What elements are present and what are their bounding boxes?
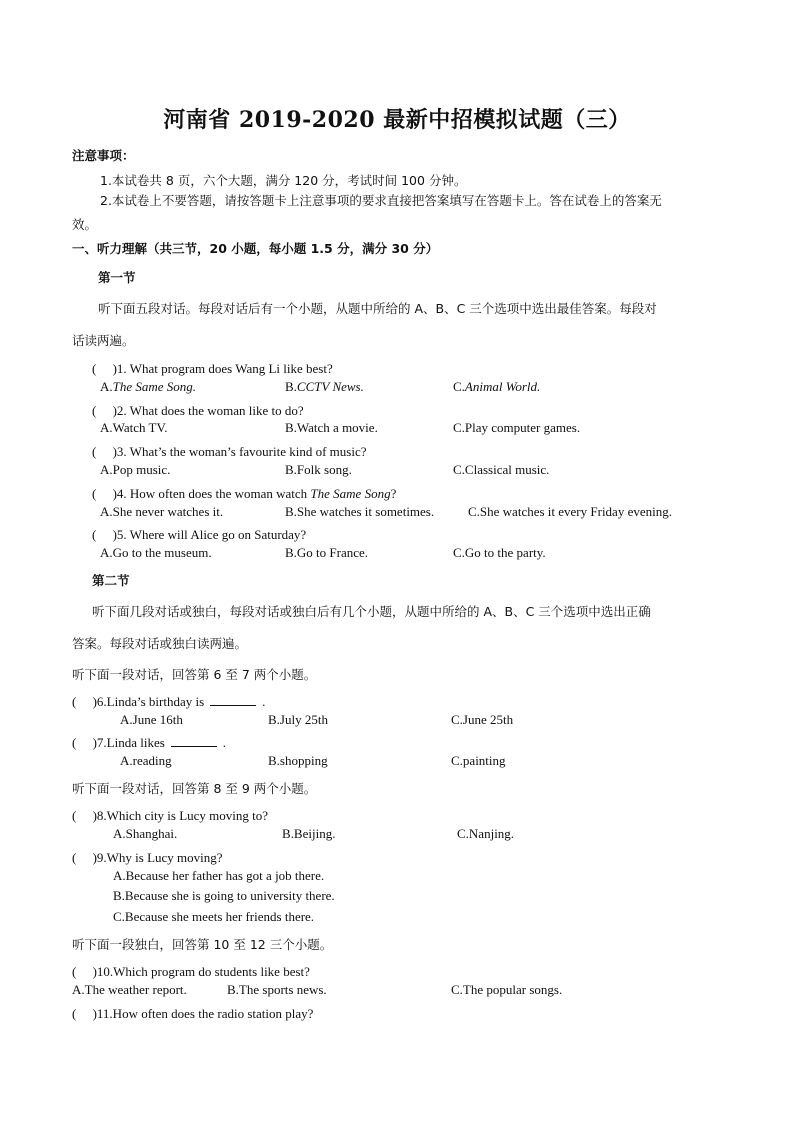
- question-2-stem: ( )2. What does the woman like to do?: [92, 403, 304, 418]
- group-1-instruction: 听下面一段对话，回答第 6 至 7 两个小题。: [72, 667, 317, 682]
- question-4-option-a: A.She never watches it.: [100, 504, 224, 519]
- question-8-option-b: B.Beijing.: [282, 826, 336, 841]
- question-4-option-c: C.She watches it every Friday evening.: [468, 504, 672, 519]
- question-2-option-b: B.Watch a movie.: [285, 420, 378, 435]
- question-8-option-a: A.Shanghai.: [113, 826, 178, 841]
- question-2-option-c: C.Play computer games.: [453, 420, 581, 435]
- question-6-stem: ( )6.Linda’s birthday is .: [72, 694, 266, 709]
- question-9-option-c: C.Because she meets her friends there.: [113, 909, 315, 924]
- question-10-option-a: A.The weather report.: [72, 982, 187, 997]
- group-2-instruction: 听下面一段对话，回答第 8 至 9 两个小题。: [72, 781, 317, 796]
- question-10-option-b: B.The sports news.: [227, 982, 327, 997]
- question-9-stem: ( )9.Why is Lucy moving?: [72, 850, 223, 865]
- part2-instruction-1: 听下面几段对话或独白，每段对话或独白后有几个小题，从题中所给的 A、B、C 三个选项中选出正确: [92, 604, 651, 619]
- question-7-option-c: C.painting: [451, 753, 506, 768]
- question-1-stem: ( )1. What program does Wang Li like best?: [92, 361, 333, 376]
- question-9-option-a: A.Because her father has got a job there.: [113, 868, 325, 883]
- question-9-option-b: B.Because she is going to university there.: [113, 888, 335, 903]
- question-7-stem: ( )7.Linda likes .: [72, 735, 227, 750]
- question-3-option-a: A.Pop music.: [100, 462, 171, 477]
- question-5-stem: ( )5. Where will Alice go on Saturday?: [92, 527, 307, 542]
- question-1-option-c: C.Animal World.: [453, 379, 541, 394]
- question-5-option-c: C.Go to the party.: [453, 545, 546, 560]
- notice-line-2: 2.本试卷上不要答题，请按答题卡上注意事项的要求直接把答案填写在答题卡上。答在试卷上的答案无: [100, 193, 662, 208]
- part1-heading: 第一节: [98, 270, 136, 285]
- question-1-option-a: A.The Same Song.: [100, 379, 197, 394]
- question-6-option-a: A.June 16th: [120, 712, 183, 727]
- part1-instruction-1: 听下面五段对话。每段对话后有一个小题，从题中所给的 A、B、C 三个选项中选出最佳答案。每段对: [98, 301, 657, 316]
- question-4-stem: ( )4. How often does the woman watch The Same Song?: [92, 486, 397, 501]
- question-5-option-b: B.Go to France.: [285, 545, 369, 560]
- question-8-option-c: C.Nanjing.: [457, 826, 515, 841]
- section-heading: 一、听力理解（共三节，20 小题，每小题 1.5 分，满分 30 分）: [72, 241, 439, 256]
- part2-instruction-2: 答案。每段对话或独白读两遍。: [72, 636, 248, 651]
- question-6-option-c: C.June 25th: [451, 712, 514, 727]
- question-2-option-a: A.Watch TV.: [100, 420, 168, 435]
- question-5-option-a: A.Go to the museum.: [100, 545, 212, 560]
- question-3-option-b: B.Folk song.: [285, 462, 352, 477]
- answer-blank: [210, 695, 256, 706]
- question-6-option-b: B.July 25th: [268, 712, 328, 727]
- question-7-option-a: A.reading: [120, 753, 172, 768]
- notice-line-2-cont: 效。: [72, 217, 98, 232]
- question-3-option-c: C.Classical music.: [453, 462, 550, 477]
- question-1-option-b: B.CCTV News.: [285, 379, 364, 394]
- question-4-option-b: B.She watches it sometimes.: [285, 504, 435, 519]
- notice-heading: 注意事项：: [72, 148, 135, 163]
- answer-blank: [171, 736, 217, 747]
- question-7-option-b: B.shopping: [268, 753, 328, 768]
- question-10-stem: ( )10.Which program do students like best?: [72, 964, 310, 979]
- question-11-stem: ( )11.How often does the radio station play?: [72, 1006, 314, 1021]
- question-10-option-c: C.The popular songs.: [451, 982, 563, 997]
- part2-heading: 第二节: [92, 573, 130, 588]
- question-8-stem: ( )8.Which city is Lucy moving to?: [72, 808, 269, 823]
- part1-instruction-2: 话读两遍。: [72, 333, 135, 348]
- group-3-instruction: 听下面一段独白，回答第 10 至 12 三个小题。: [72, 937, 333, 952]
- notice-line-1: 1.本试卷共 8 页，六个大题，满分 120 分，考试时间 100 分钟。: [100, 173, 467, 188]
- page-title: 河南省 2019-2020 最新中招模拟试题（三）: [163, 107, 631, 133]
- question-3-stem: ( )3. What’s the woman’s favourite kind of music?: [92, 444, 367, 459]
